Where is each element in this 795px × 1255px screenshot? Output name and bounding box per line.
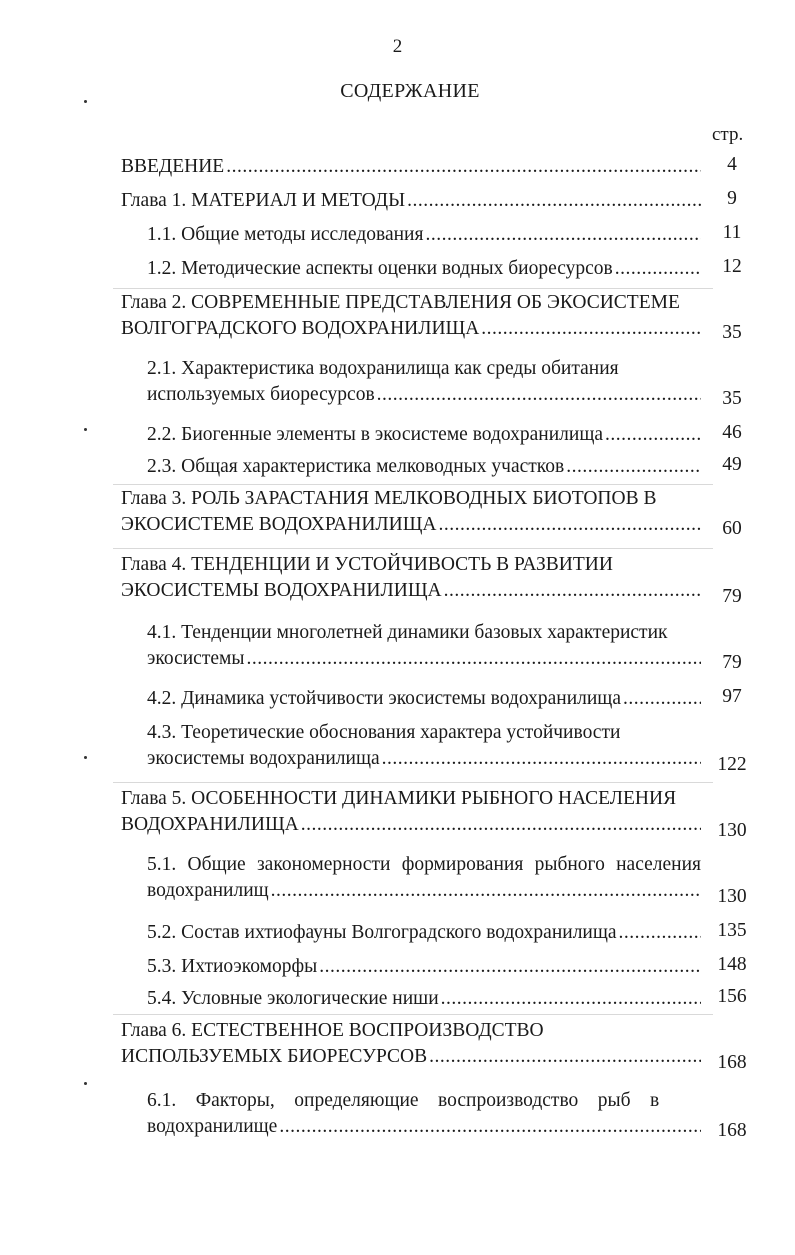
leader-dots bbox=[279, 1114, 701, 1140]
toc-entry-section-5-4[interactable] bbox=[147, 986, 701, 1012]
toc-entry-title: 4.3. Теоретические обоснования характера устойчивости bbox=[147, 722, 621, 743]
toc-entry-page: 156 bbox=[717, 986, 747, 1007]
toc-entry-title-cont: ЭКОСИСТЕМЫ ВОДОХРАНИЛИЩА bbox=[121, 580, 442, 601]
toc-entry-title: 4.1. Тенденции многолетней динамики базовых характеристик bbox=[147, 622, 668, 643]
toc-entry-title-cont: ВОЛГОГРАДСКОГО ВОДОХРАНИЛИЩА bbox=[121, 318, 480, 339]
toc-entry-title: 5.4. Условные экологические ниши bbox=[147, 988, 439, 1009]
toc-entry-chapter-4[interactable] bbox=[121, 552, 701, 604]
toc-entry-section-1-1[interactable] bbox=[147, 222, 701, 248]
separator bbox=[113, 782, 713, 783]
toc-entry-chapter-3[interactable] bbox=[121, 486, 701, 538]
toc-entry-title: Глава 5. ОСОБЕННОСТИ ДИНАМИКИ РЫБНОГО НАСЕЛЕНИЯ bbox=[121, 788, 677, 809]
toc-entry-page: 79 bbox=[722, 586, 742, 607]
leader-dots bbox=[444, 578, 701, 604]
toc-entry-section-4-1[interactable] bbox=[147, 620, 701, 672]
toc-entry-title-cont: ЭКОСИСТЕМЕ ВОДОХРАНИЛИЩА bbox=[121, 514, 437, 535]
leader-dots bbox=[377, 382, 701, 408]
leader-dots bbox=[615, 256, 701, 282]
toc-entry-introduction[interactable] bbox=[121, 154, 701, 180]
toc-entry-page: 12 bbox=[722, 256, 742, 277]
page-column-label: стр. bbox=[712, 124, 744, 145]
leader-dots bbox=[566, 454, 701, 480]
toc-entry-page: 79 bbox=[722, 652, 742, 673]
toc-entry-section-5-1[interactable] bbox=[147, 852, 701, 904]
toc-entry-page: 35 bbox=[722, 322, 742, 343]
toc-entry-chapter-5[interactable] bbox=[121, 786, 701, 838]
toc-entry-section-5-3[interactable] bbox=[147, 954, 701, 980]
page-number: 2 bbox=[392, 36, 403, 57]
toc-entry-page: 60 bbox=[722, 518, 742, 539]
separator bbox=[113, 288, 713, 289]
separator bbox=[113, 1014, 713, 1015]
toc-entry-page: 148 bbox=[717, 954, 747, 975]
toc-entry-title: ВВЕДЕНИЕ bbox=[121, 156, 225, 177]
toc-entry-title: 2.3. Общая характеристика мелководных участков bbox=[147, 456, 565, 477]
toc-entry-title: 2.1. Характеристика водохранилища как среды обитания bbox=[147, 358, 619, 379]
separator bbox=[113, 548, 713, 549]
scan-speck bbox=[84, 756, 87, 759]
toc-entry-page: 122 bbox=[717, 754, 747, 775]
toc-entry-chapter-6[interactable] bbox=[121, 1018, 701, 1070]
toc-entry-title: 5.1. Общие закономерности формирования рыбного населения bbox=[147, 854, 701, 875]
toc-entry-title: 1.2. Методические аспекты оценки водных биоресурсов bbox=[147, 258, 613, 279]
toc-entry-title-cont: водохранилищ bbox=[147, 880, 269, 901]
scan-speck bbox=[84, 1082, 87, 1085]
toc-entry-page: 97 bbox=[722, 686, 742, 707]
toc-entry-page: 49 bbox=[722, 454, 742, 475]
toc-entry-page: 4 bbox=[727, 154, 737, 175]
toc-entry-chapter-2[interactable] bbox=[121, 290, 701, 342]
leader-dots bbox=[623, 686, 701, 712]
leader-dots bbox=[441, 986, 701, 1012]
toc-entry-title-cont: используемых биоресурсов bbox=[147, 384, 375, 405]
leader-dots bbox=[271, 878, 701, 904]
toc-entry-title-cont: экосистемы водохранилища bbox=[147, 748, 380, 769]
page-title: СОДЕРЖАНИЕ bbox=[340, 80, 480, 102]
toc-entry-title: 2.2. Биогенные элементы в экосистеме водохранилища bbox=[147, 424, 604, 445]
toc-entry-section-6-1[interactable] bbox=[147, 1088, 701, 1140]
leader-dots bbox=[382, 746, 701, 772]
toc-entry-title: Глава 3. РОЛЬ ЗАРАСТАНИЯ МЕЛКОВОДНЫХ БИОТОПОВ В bbox=[121, 488, 657, 509]
toc-entry-title: Глава 4. ТЕНДЕНЦИИ И УСТОЙЧИВОСТЬ В РАЗВИТИИ bbox=[121, 554, 613, 575]
leader-dots bbox=[226, 154, 701, 180]
scan-speck bbox=[84, 428, 87, 431]
toc-entry-section-5-2[interactable] bbox=[147, 920, 701, 946]
toc-entry-section-2-1[interactable] bbox=[147, 356, 701, 408]
leader-dots bbox=[481, 316, 701, 342]
toc-entry-section-2-2[interactable] bbox=[147, 422, 701, 448]
toc-entry-chapter-1[interactable] bbox=[121, 188, 701, 214]
toc-entry-page: 168 bbox=[717, 1120, 747, 1141]
toc-entry-title-cont: экосистемы bbox=[147, 648, 245, 669]
leader-dots bbox=[425, 222, 701, 248]
toc-entry-page: 11 bbox=[722, 222, 742, 243]
leader-dots bbox=[438, 512, 701, 538]
toc-entry-section-1-2[interactable] bbox=[147, 256, 701, 282]
toc-entry-page: 135 bbox=[717, 920, 747, 941]
leader-dots bbox=[301, 812, 701, 838]
toc-entry-title-cont: ВОДОХРАНИЛИЩА bbox=[121, 814, 299, 835]
toc-entry-page: 46 bbox=[722, 422, 742, 443]
toc-entry-page: 35 bbox=[722, 388, 742, 409]
toc-entry-title: 6.1. Факторы, определяющие воспроизводство рыб в bbox=[147, 1090, 660, 1111]
toc-entry-section-4-2[interactable] bbox=[147, 686, 701, 712]
separator bbox=[113, 484, 713, 485]
toc-entry-title-cont: ИСПОЛЬЗУЕМЫХ БИОРЕСУРСОВ bbox=[121, 1046, 428, 1067]
toc-entry-title: Глава 1. МАТЕРИАЛ И МЕТОДЫ bbox=[121, 190, 406, 211]
toc-entry-page: 9 bbox=[727, 188, 737, 209]
leader-dots bbox=[605, 422, 701, 448]
toc-entry-title: 5.3. Ихтиоэкоморфы bbox=[147, 956, 318, 977]
leader-dots bbox=[429, 1044, 701, 1070]
toc-entry-title: 1.1. Общие методы исследования bbox=[147, 224, 424, 245]
toc-entry-title: 4.2. Динамика устойчивости экосистемы водохранилища bbox=[147, 688, 621, 709]
leader-dots bbox=[407, 188, 701, 214]
leader-dots bbox=[246, 646, 701, 672]
toc-entry-title: Глава 6. ЕСТЕСТВЕННОЕ ВОСПРОИЗВОДСТВО bbox=[121, 1020, 544, 1041]
toc-entry-page: 130 bbox=[717, 886, 747, 907]
toc-entry-page: 130 bbox=[717, 820, 747, 841]
leader-dots bbox=[619, 920, 701, 946]
toc-entry-section-2-3[interactable] bbox=[147, 454, 701, 480]
toc-entry-section-4-3[interactable] bbox=[147, 720, 701, 772]
toc-entry-title: Глава 2. СОВРЕМЕННЫЕ ПРЕДСТАВЛЕНИЯ ОБ ЭКОСИСТЕМЕ bbox=[121, 292, 680, 313]
toc-entry-title: 5.2. Состав ихтиофауны Волгоградского водохранилища bbox=[147, 922, 617, 943]
toc-entry-title-cont: водохранилище bbox=[147, 1116, 278, 1137]
leader-dots bbox=[319, 954, 701, 980]
toc-entry-page: 168 bbox=[717, 1052, 747, 1073]
scan-speck bbox=[84, 100, 87, 103]
